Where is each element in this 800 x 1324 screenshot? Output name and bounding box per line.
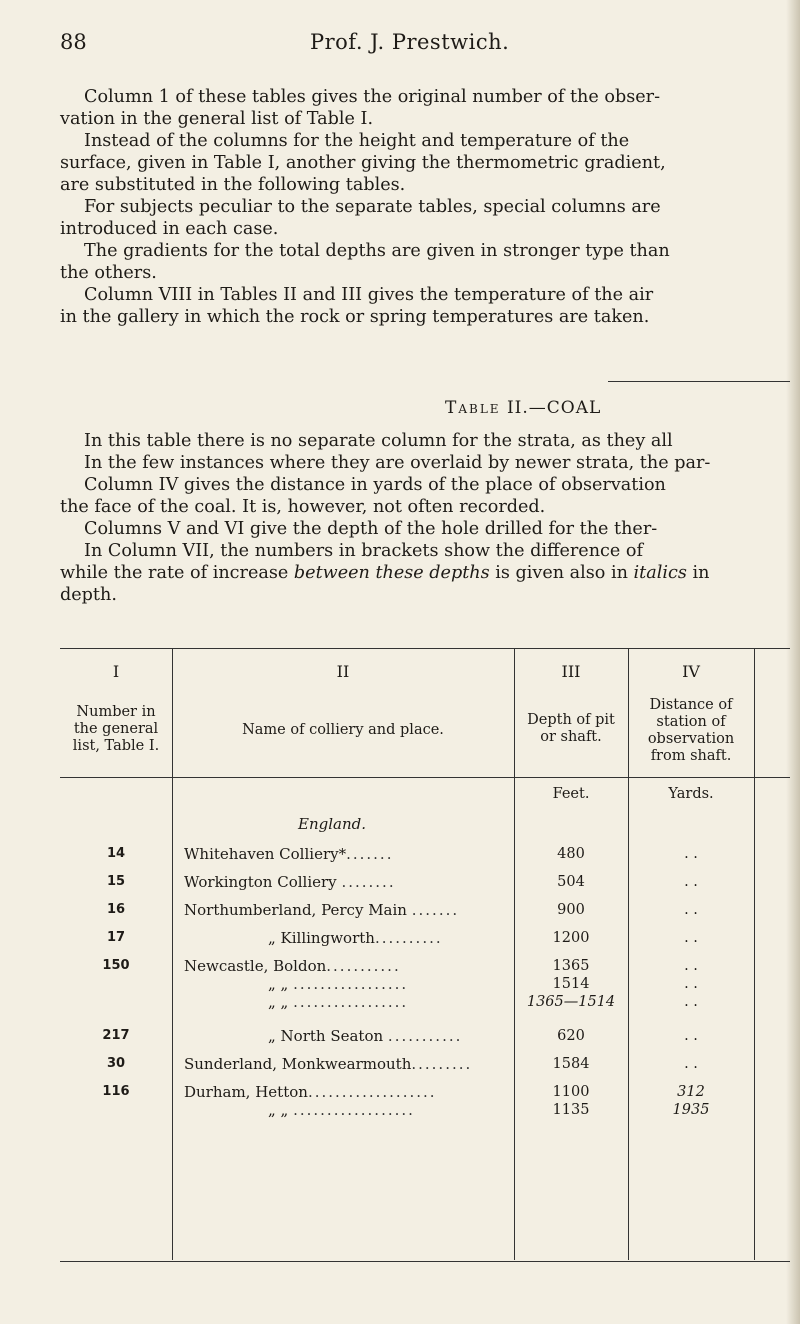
row-number: 16 (106, 902, 126, 917)
row-name: „ North Seaton ........... (268, 1027, 463, 1045)
column-numeral: II (336, 662, 350, 681)
section-divider (608, 381, 790, 382)
row-distance: . . (684, 1028, 698, 1044)
column-header-name: Name of colliery and place. (242, 722, 444, 738)
row-distance: . . (684, 958, 698, 974)
row-number: 15 (106, 874, 126, 889)
unit-depth: Feet. (552, 786, 590, 802)
row-distance: . . (684, 846, 698, 862)
row-depth: 1100 (552, 1084, 590, 1100)
column-header-distance: Distance of station of observation from shaft. (647, 697, 735, 764)
table-introduction: In this table there is no separate column for the strata, as they all In the few instances where they are overlaid by newer strata, the par- Column IV gives the distance in yards of the place of observation the face of the coal. It is, however, not often recorded. Columns V and VI give the depth of the hole drilled for the ther- In Column VII, the numbers in brackets show the difference of while the rate of increase between these depths is given also in italics in depth. (60, 431, 711, 605)
paragraph-substituted-columns: Instead of the columns for the height and temperature of the surface, given in Table I, another giving the thermometric gradient, are substituted in the following tables. (60, 131, 666, 195)
paragraph-column-one: Column 1 of these tables gives the original number of the obser- vation in the general list of Table I. (60, 87, 661, 129)
column-header-depth: Depth of pit or shaft. (527, 712, 615, 745)
row-name: Whitehaven Colliery*....... (184, 845, 394, 863)
table-title: Table II.—COAL (445, 398, 602, 418)
paragraph-special-columns: For subjects peculiar to the separate tables, special columns are introduced in each case. (60, 197, 661, 239)
row-distance: 1935 (672, 1102, 710, 1118)
row-depth: 1584 (552, 1056, 590, 1072)
row-depth: 900 (557, 902, 585, 918)
column-numeral: I (112, 662, 120, 681)
column-numeral: III (561, 662, 581, 681)
row-number: 217 (102, 1028, 130, 1043)
row-name: Northumberland, Percy Main ....... (184, 901, 460, 919)
header-rule (60, 777, 790, 778)
row-distance: . . (684, 902, 698, 918)
paragraph-gradients: The gradients for the total depths are given in stronger type than the others. (60, 241, 670, 283)
column-divider (754, 648, 755, 1260)
row-depth: 1135 (552, 1102, 590, 1118)
region-heading: England. (298, 815, 366, 833)
running-head (0, 30, 800, 60)
column-numeral: IV (682, 662, 700, 681)
row-depth: 1365—1514 (526, 994, 616, 1010)
row-number: 14 (106, 846, 126, 861)
row-depth: 1365 (552, 958, 590, 974)
row-distance: . . (684, 994, 698, 1010)
row-name: „ „ ................. (268, 975, 409, 993)
row-distance: . . (684, 930, 698, 946)
row-depth: 620 (557, 1028, 585, 1044)
row-distance: . . (684, 874, 698, 890)
paragraph-column-eight: Column VIII in Tables II and III gives the temperature of the air in the gallery in which the rock or spring temperatures are taken. (60, 285, 654, 327)
row-name: Newcastle, Boldon........... (184, 957, 401, 975)
row-distance: . . (684, 1056, 698, 1072)
row-name: Durham, Hetton................... (184, 1083, 437, 1101)
row-number: 17 (106, 930, 126, 945)
row-number: 150 (102, 958, 130, 973)
row-depth: 1514 (552, 976, 590, 992)
row-depth: 480 (557, 846, 585, 862)
page-number: 88 (60, 30, 87, 54)
running-head-author: Prof. J. Prestwich. (310, 30, 510, 54)
row-depth: 504 (557, 874, 585, 890)
row-number: 116 (102, 1084, 130, 1099)
row-name: Sunderland, Monkwearmouth......... (184, 1055, 473, 1073)
row-name: Workington Colliery ........ (184, 873, 396, 891)
row-number: 30 (106, 1056, 126, 1071)
column-header-number: Number in the general list, Table I. (72, 704, 160, 754)
row-distance: . . (684, 976, 698, 992)
row-name: „ „ ................. (268, 993, 409, 1011)
row-name: „ „ .................. (268, 1101, 415, 1119)
row-distance: 312 (677, 1084, 705, 1100)
column-divider (172, 648, 173, 1260)
unit-distance: Yards. (668, 786, 714, 802)
row-name: „ Killingworth.......... (268, 929, 443, 947)
row-depth: 1200 (552, 930, 590, 946)
